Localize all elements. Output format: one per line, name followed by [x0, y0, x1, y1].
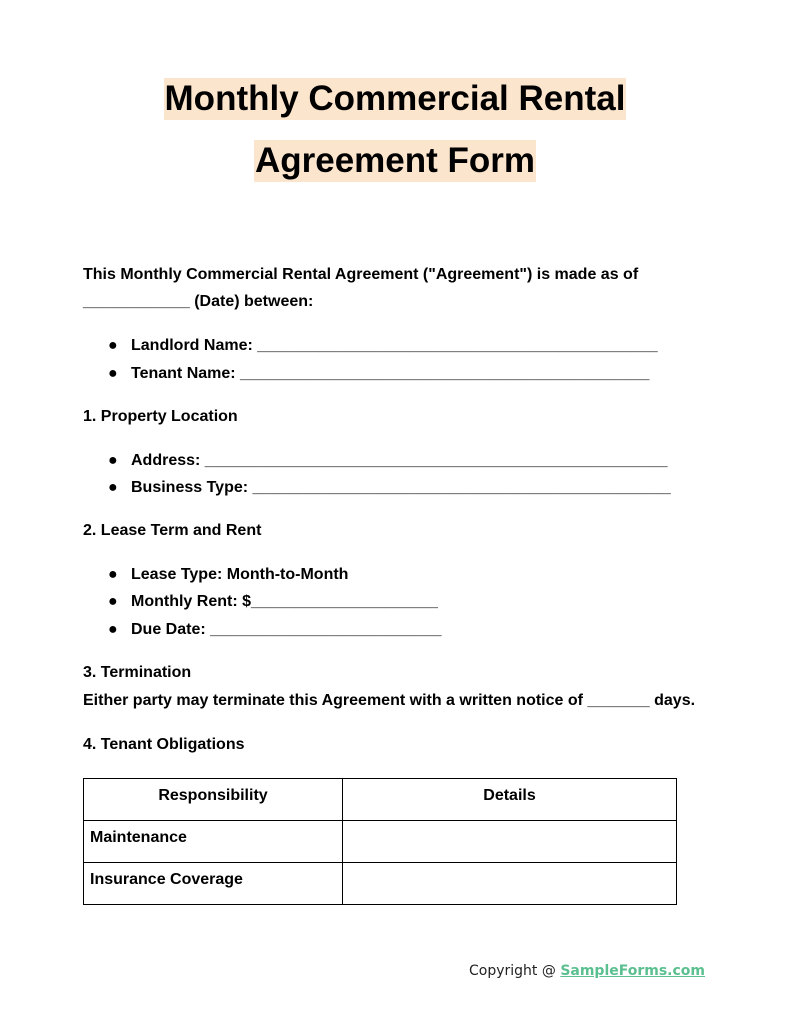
- list-item-business-type: [108, 478, 671, 497]
- bullet-icon: ●: [108, 365, 118, 382]
- intro-line-2: ____________ (Date) between:: [83, 293, 314, 310]
- bullet-icon: ●: [108, 621, 118, 638]
- table-cell-details: [343, 821, 677, 863]
- section-heading-property: 1. Property Location: [83, 408, 238, 425]
- address-field: Address: ____________________________________________________: [131, 452, 668, 469]
- bullet-icon: ●: [108, 566, 118, 583]
- list-item-address: [108, 451, 668, 470]
- list-item-due-date: [108, 620, 442, 639]
- table-cell-responsibility: Insurance Coverage: [84, 863, 343, 905]
- due-date-field: Due Date: __________________________: [131, 621, 442, 638]
- list-item-tenant: [108, 364, 650, 383]
- footer-copyright: [469, 962, 705, 980]
- business-type-field: Business Type: _______________________________________________: [131, 479, 671, 496]
- title-line-1: Monthly Commercial Rental: [164, 79, 626, 118]
- table-row: [84, 821, 677, 863]
- list-item-lease-type: [108, 565, 349, 584]
- title-line-2: Agreement Form: [254, 141, 536, 180]
- intro-line-1: This Monthly Commercial Rental Agreement ("Agreement") is made as of: [83, 266, 639, 283]
- termination-text: Either party may terminate this Agreement with a written notice of _______ days.: [83, 692, 696, 709]
- table-header-details: Details: [343, 779, 677, 821]
- list-item-landlord: [108, 336, 658, 355]
- copyright-text: Copyright @: [469, 963, 561, 979]
- obligations-table: [83, 778, 677, 905]
- document-title: [0, 78, 790, 182]
- monthly-rent-field: Monthly Rent: $_____________________: [131, 593, 438, 610]
- bullet-icon: ●: [108, 479, 118, 496]
- table-cell-responsibility: Maintenance: [84, 821, 343, 863]
- table-row: [84, 863, 677, 905]
- table-header-responsibility: Responsibility: [84, 779, 343, 821]
- list-item-monthly-rent: [108, 592, 438, 611]
- lease-type-field: Lease Type: Month-to-Month: [131, 566, 349, 583]
- section-heading-lease: 2. Lease Term and Rent: [83, 522, 262, 539]
- bullet-icon: ●: [108, 593, 118, 610]
- tenant-name-field: Tenant Name: ______________________________________________: [131, 365, 650, 382]
- sampleforms-link[interactable]: SampleForms.com: [560, 963, 706, 979]
- section-heading-obligations: 4. Tenant Obligations: [83, 736, 245, 753]
- section-heading-termination: 3. Termination: [83, 664, 192, 681]
- landlord-name-field: Landlord Name: _____________________________________________: [131, 337, 658, 354]
- table-cell-details: [343, 863, 677, 905]
- bullet-icon: ●: [108, 452, 118, 469]
- table-header-row: [84, 779, 677, 821]
- bullet-icon: ●: [108, 337, 118, 354]
